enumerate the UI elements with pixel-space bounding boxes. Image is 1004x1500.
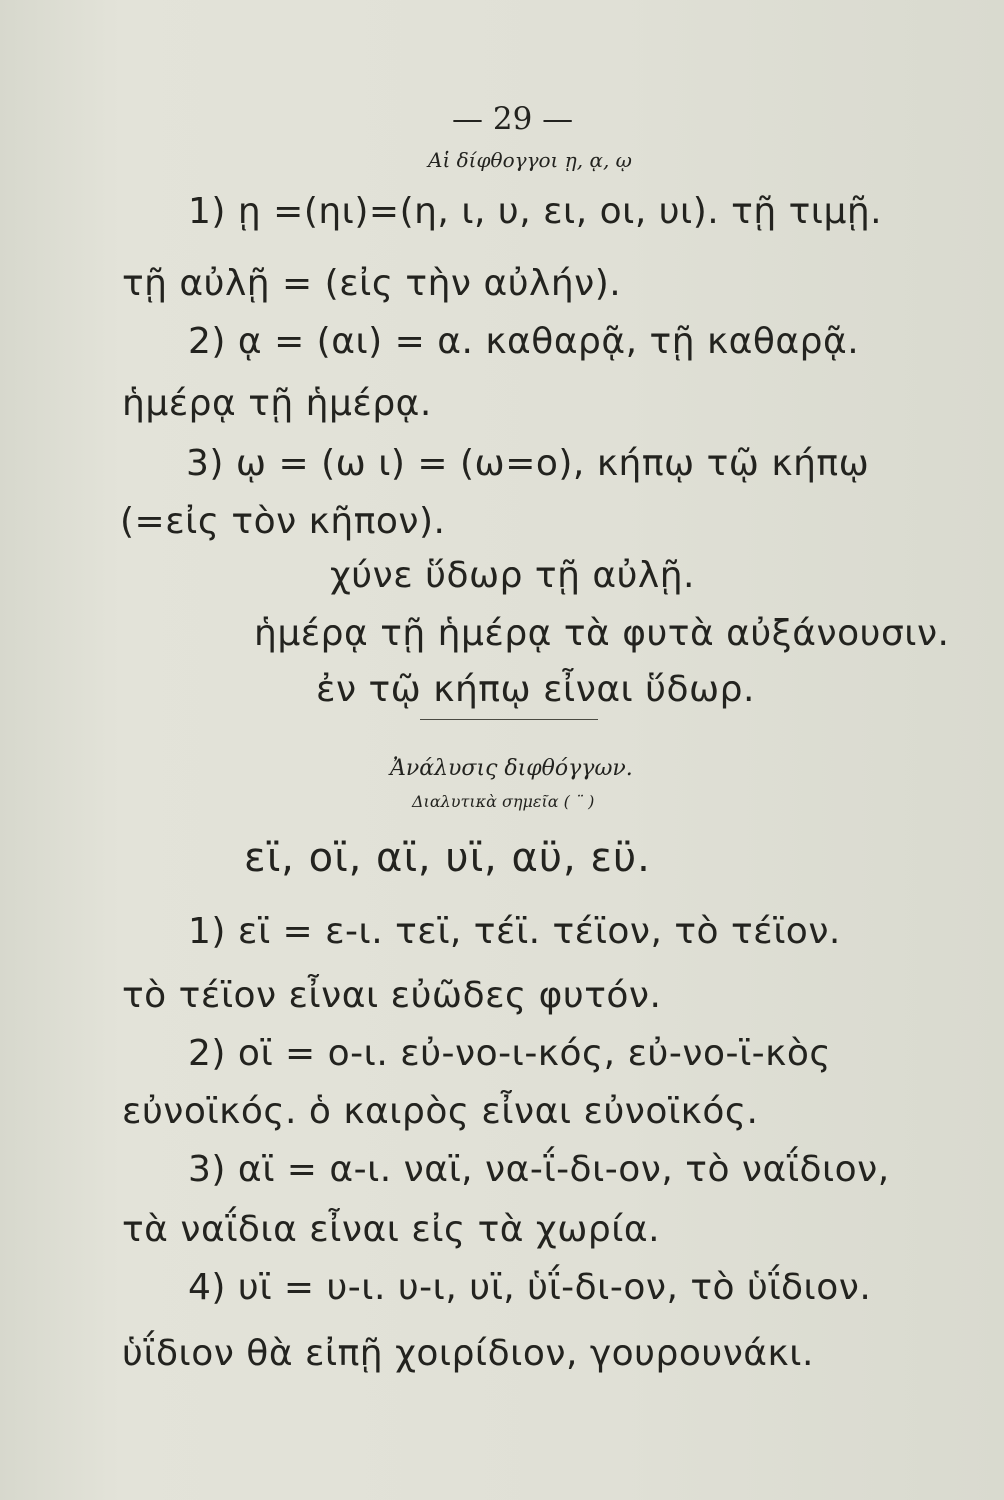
text-line: 1) ῃ =(ηι)=(η, ι, υ, ει, οι, υι). τῇ τιμῇ. (188, 191, 883, 232)
text-line: 3) αϊ = α-ι. ναϊ, να-ΐ-δι-ον, τὸ ναΐδιον, (188, 1149, 890, 1190)
text-line: 1) εϊ = ε-ι. τεϊ, τέϊ. τέϊον, τὸ τέϊον. (188, 911, 841, 952)
divider (420, 719, 598, 720)
text-line: (=εἰς τὸν κῆπον). (120, 501, 446, 542)
text-line: ἐν τῷ κήπῳ εἶναι ὕδωρ. (316, 669, 755, 710)
analysis-title: Ἀνάλυσις διφθόγγων. (390, 756, 633, 781)
text-line: χύνε ὕδωρ τῇ αὐλῇ. (330, 555, 695, 596)
text-line: ἡμέρᾳ τῇ ἡμέρᾳ. (122, 383, 432, 424)
text-line: ἡμέρᾳ τῇ ἡμέρᾳ τὰ φυτὰ αὐξάνουσιν. (254, 613, 950, 654)
page-number: — 29 — (452, 101, 574, 137)
text-line: ὑΐδιον θὰ εἰπῇ χοιρίδιον, γουρουνάκι. (122, 1333, 814, 1374)
text-line: εὐνοϊκός. ὁ καιρὸς εἶναι εὐνοϊκός. (122, 1091, 759, 1132)
section-heading: Αἱ δίφθογγοι ῃ, ᾳ, ῳ (428, 148, 632, 172)
diphthong-list: εϊ, οϊ, αϊ, υϊ, αϋ, εϋ. (244, 835, 651, 881)
text-line: 4) υϊ = υ-ι. υ-ι, υϊ, ὑΐ-δι-ον, τὸ ὑΐδιον. (188, 1267, 872, 1308)
text-line: 3) ῳ = (ω ι) = (ω=ο), κήπῳ τῷ κήπῳ (186, 443, 870, 484)
text-line: 2) ᾳ = (αι) = α. καθαρᾷ, τῇ καθαρᾷ. (188, 321, 860, 362)
analysis-subtitle: Διαλυτικὰ σημεῖα ( ¨ ) (412, 792, 595, 811)
text-line: τῇ αὐλῇ = (εἰς τὴν αὐλήν). (122, 263, 622, 304)
text-line: τὸ τέϊον εἶναι εὐῶδες φυτόν. (122, 975, 662, 1016)
text-line: 2) οϊ = ο-ι. εὐ-νο-ι-κός, εὐ-νο-ϊ-κὸς (188, 1033, 832, 1074)
text-line: τὰ ναΐδια εἶναι εἰς τὰ χωρία. (122, 1209, 661, 1250)
